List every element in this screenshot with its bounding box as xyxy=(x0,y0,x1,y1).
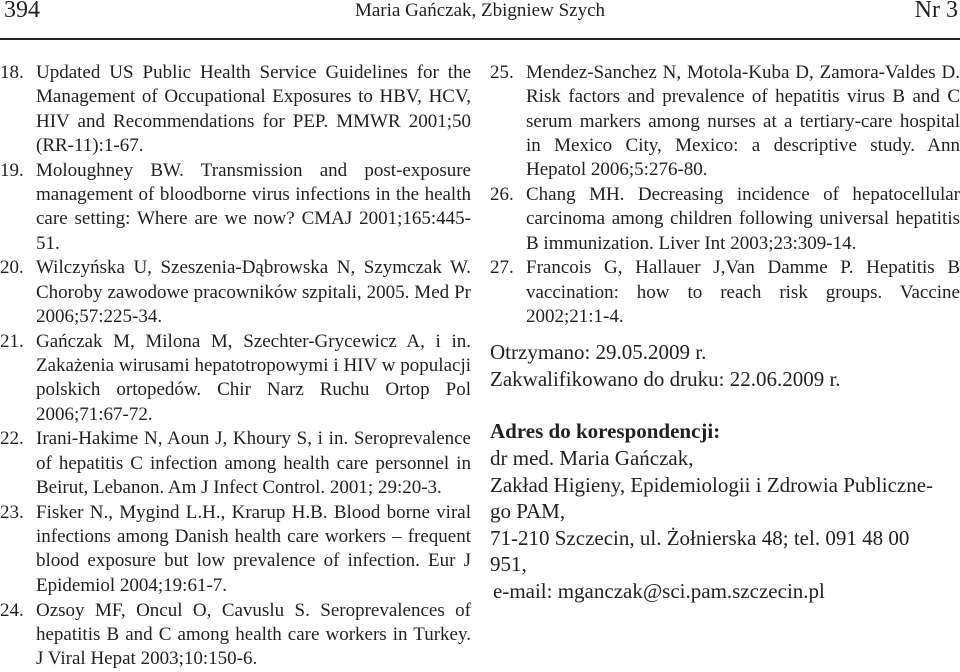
reference-number: 24. xyxy=(0,599,24,621)
reference-text: Wilczyńska U, Szeszenia-Dąbrowska N, Szymczak W. Choroby zawodowe pracowników szpitali, 2005. Med Pr 2006;57:225-34. xyxy=(36,257,471,327)
reference-number: 25. xyxy=(490,62,514,83)
reference-number: 26. xyxy=(490,183,514,205)
correspondence-block xyxy=(490,418,950,604)
reference-item xyxy=(0,256,471,329)
reference-text: Irani-Hakime N, Aoun J, Khoury S, i in. Seroprevalence of hepatitis C infection among health care personnel in Beirut, Lebanon. Am J Infect Control. 2001; 29:20-3. xyxy=(36,428,471,499)
header-rule xyxy=(0,38,960,40)
reference-number: 18. xyxy=(0,62,24,83)
reference-text: Fisker N., Mygind L.H., Krarup H.B. Blood borne viral infections among Danish health care workers – frequent blood exposure but low prevalence of infection. Eur J Epidemiol 2004;19:61-7. xyxy=(36,501,471,596)
reference-item xyxy=(0,330,471,427)
reference-item xyxy=(0,159,471,256)
references-left-column xyxy=(0,61,471,672)
reference-number: 22. xyxy=(0,428,24,450)
accepted-date: Zakwalifikowano do druku: 22.06.2009 r. xyxy=(490,367,841,391)
reference-number: 20. xyxy=(0,257,24,279)
correspondence-title: Adres do korespondencji: xyxy=(490,419,721,443)
reference-item xyxy=(0,501,471,598)
reference-item xyxy=(490,61,960,182)
reference-number: 19. xyxy=(0,159,24,181)
reference-text: Updated US Public Health Service Guidelines for the Management of Occupational Exposures to HBV, HCV, HIV and Recommendations for PEP. MMWR 2001;50 (RR-11):1-67. xyxy=(36,62,471,156)
received-date: Otrzymano: 29.05.2009 r. xyxy=(490,340,707,364)
page-number: 394 xyxy=(4,0,40,23)
correspondence-department: Zakład Higieny, Epidemiologii i Zdrowia Publiczne-go PAM, xyxy=(490,472,934,523)
reference-text: Mendez-Sanchez N, Motola-Kuba D, Zamora-Valdes D. Risk factors and prevalence of hepatitis virus B and C serum markers among nurses at a tertiary-care hospital in Mexico City, Mexico: a descriptive study. Ann Hepatol 2006;5:276-80. xyxy=(526,62,960,181)
reference-item xyxy=(0,599,471,672)
reference-number: 23. xyxy=(0,501,24,523)
issue-number: Nr 3 xyxy=(914,0,958,23)
page-header xyxy=(0,0,960,40)
references-right-column xyxy=(490,61,960,330)
running-head-authors: Maria Gańczak, Zbigniew Szych xyxy=(354,0,606,21)
reference-item xyxy=(490,183,960,256)
reference-text: Gańczak M, Milona M, Szechter-Grycewicz A, i in. Zakażenia wirusami hepatotropowymi i HIV w populacji polskich ortopedów. Chir Narz Ruchu Ortop Pol 2006;71:67-72. xyxy=(36,330,471,425)
reference-text: Francois G, Hallauer J,Van Damme P. Hepatitis B vaccination: how to reach risk groups. Vaccine 2002;21:1-4. xyxy=(526,257,960,327)
correspondence-email: e-mail: mganczak@sci.pam.szczecin.pl xyxy=(493,578,825,603)
reference-text: Chang MH. Decreasing incidence of hepatocellular carcinoma among children following universal hepatitis B immunization. Liver Int 2003;23:309-14. xyxy=(526,183,960,254)
reference-text: Moloughney BW. Transmission and post-exposure management of bloodborne virus infections in the health care setting: Where are we now? CMAJ 2001;165:445-51. xyxy=(36,159,471,254)
reference-number: 21. xyxy=(0,330,24,352)
reference-item xyxy=(0,61,471,158)
correspondence-name: dr med. Maria Gańczak, xyxy=(490,446,694,470)
reference-item xyxy=(490,256,960,329)
reference-item xyxy=(0,427,471,500)
reference-number: 27. xyxy=(490,257,514,279)
correspondence-address: 71-210 Szczecin, ul. Żołnierska 48; tel. 091 48 00 951, xyxy=(490,525,910,576)
reference-text: Ozsoy MF, Oncul O, Cavuslu S. Seroprevalences of hepatitis B and C among health care workers in Turkey. J Viral Hepat 2003;10:150-6. xyxy=(36,599,471,670)
